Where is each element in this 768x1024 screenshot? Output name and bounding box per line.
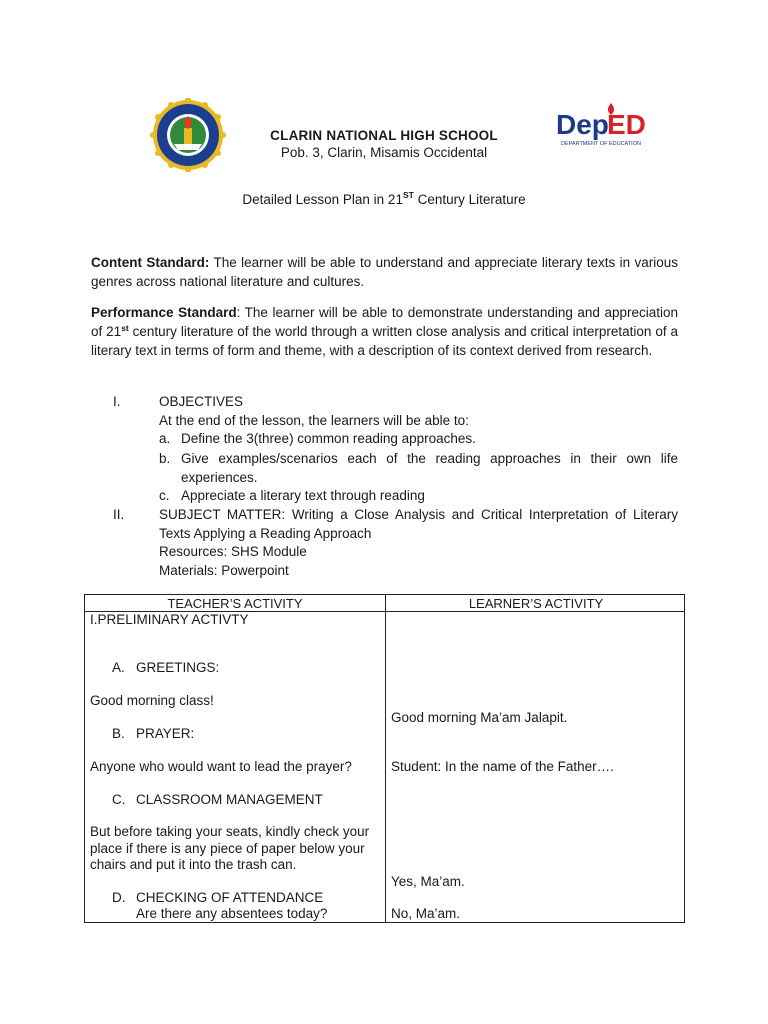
- school-header: [0, 128, 768, 161]
- objectives-intro: At the end of the lesson, the learners will be able to:: [159, 413, 469, 428]
- learner-reply-prayer: Student: In the name of the Father….: [391, 759, 614, 774]
- greetings-letter: A.: [112, 660, 125, 675]
- performance-standard-text-end: century literature of the world through a written close analysis and critical interpretation of a literary text in terms of form and theme, with a description of its context derived from research.: [91, 323, 679, 358]
- prayer-letter: B.: [112, 726, 125, 741]
- school-address: Pob. 3, Clarin, Misamis Occidental: [280, 145, 488, 160]
- objective-b-letter: b.: [159, 451, 171, 466]
- teacher-activity-header: TEACHER’S ACTIVITY: [167, 596, 303, 611]
- classroom-letter: C.: [112, 792, 126, 807]
- content-standard-label: Content Standard:: [91, 255, 210, 270]
- table-column-divider: [385, 595, 386, 922]
- learner-reply-classroom: Yes, Ma’am.: [391, 874, 465, 889]
- performance-standard-sup: st: [121, 322, 129, 333]
- performance-standard-label: Performance Standard: [91, 305, 237, 320]
- content-standard: [91, 254, 678, 292]
- materials-text: Materials: Powerpoint: [159, 563, 289, 578]
- attendance-heading: CHECKING OF ATTENDANCE: [136, 890, 324, 905]
- objectives-heading: OBJECTIVES: [159, 394, 244, 409]
- greetings-heading: GREETINGS:: [136, 660, 220, 675]
- resources-text: Resources: SHS Module: [159, 544, 307, 559]
- performance-standard: [91, 304, 678, 360]
- objective-a-letter: a.: [159, 431, 171, 446]
- deped-logo-ed: ED: [607, 109, 646, 140]
- teacher-good-morning: Good morning class!: [90, 693, 214, 708]
- subject-matter-text: SUBJECT MATTER: Writing a Close Analysis and Critical Interpretation of Literary Texts Applying a Reading Approach: [159, 507, 678, 541]
- content-standard-text: The learner will be able to understand and appreciate literary texts in various genres across national literature and cultures.: [91, 255, 678, 289]
- objective-b-text: Give examples/scenarios each of the reading approaches in their own life experiences.: [181, 451, 678, 485]
- lesson-plan-title: [0, 192, 768, 207]
- classroom-instruction: But before taking your seats, kindly check your place if there is any piece of paper below your chairs and put it into the trash can.: [90, 824, 370, 872]
- learner-reply-absentees: No, Ma’am.: [391, 906, 461, 921]
- attendance-letter: D.: [112, 890, 126, 905]
- lesson-plan-table: [84, 594, 685, 923]
- classroom-heading: CLASSROOM MANAGEMENT: [136, 792, 323, 807]
- preliminary-activity: I.PRELIMINARY ACTIVTY: [90, 612, 249, 627]
- title-superscript: ST: [402, 190, 414, 200]
- performance-standard-text: : The learner will be able to demonstrate understanding and appreciation of 21: [91, 305, 679, 339]
- subject-matter-numeral: II.: [113, 507, 125, 522]
- learner-activity-header: LEARNER’S ACTIVITY: [468, 596, 604, 611]
- prayer-heading: PRAYER:: [136, 726, 195, 741]
- title-text: Detailed Lesson Plan in 21: [242, 192, 403, 207]
- objective-a-text: Define the 3(three) common reading approaches.: [181, 431, 476, 446]
- deped-logo-dep: Dep: [556, 109, 609, 140]
- absentees-question: Are there any absentees today?: [136, 906, 328, 921]
- learner-reply-greeting: Good morning Ma’am Jalapit.: [391, 710, 568, 725]
- school-name: CLARIN NATIONAL HIGH SCHOOL: [270, 128, 498, 143]
- prayer-question: Anyone who would want to lead the prayer?: [90, 759, 352, 774]
- objective-c-text: Appreciate a literary text through reading: [181, 488, 425, 503]
- objectives-numeral: I.: [113, 394, 121, 409]
- title-text-end: Century Literature: [413, 192, 526, 207]
- objective-c-letter: c.: [159, 488, 170, 503]
- deped-logo-subtitle: DEPARTMENT OF EDUCATION: [561, 141, 641, 147]
